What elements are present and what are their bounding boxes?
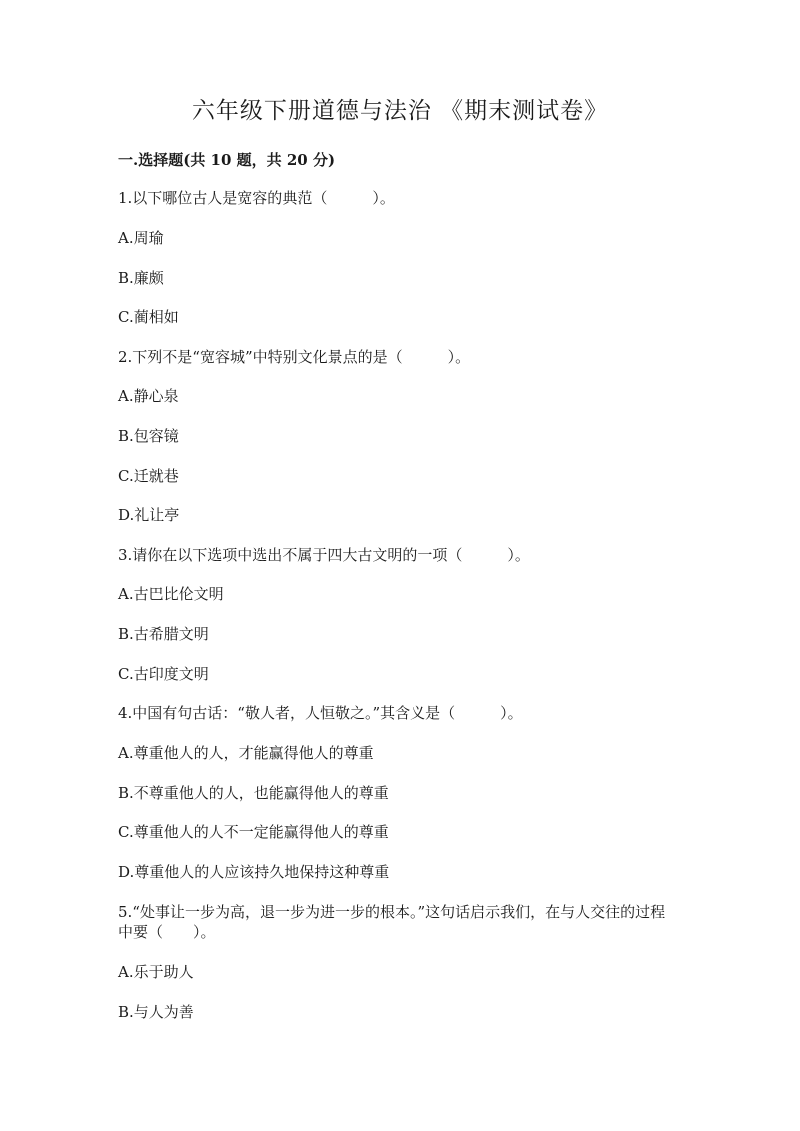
page-title: 六年级下册道德与法治 《期末测试卷》 [191,98,609,124]
question-4-option-d: D.尊重他人的人应该持久地保持这种尊重 [118,863,390,881]
question-1-option-c: C.蔺相如 [118,308,179,326]
question-2-option-d: D.礼让亭 [118,506,180,524]
question-4-stem: 4.中国有句古话：“敬人者，人恒敬之。”其含义是（ ）。 [118,704,523,722]
question-4-option-c: C.尊重他人的人不一定能赢得他人的尊重 [118,823,389,841]
question-3-option-c: C.古印度文明 [118,665,209,683]
question-3-stem: 3.请你在以下选项中选出不属于四大古文明的一项（ ）。 [118,546,530,564]
question-3-option-b: B.古希腊文明 [118,625,209,643]
section-heading: 一.选择题(共 10 题，共 20 分) [118,151,336,169]
question-1-stem: 1.以下哪位古人是宽容的典范（ ）。 [118,189,395,207]
question-2-stem: 2.下列不是“宽容城”中特别文化景点的是（ ）。 [118,348,471,366]
question-2-option-c: C.迁就巷 [118,467,179,485]
question-1-option-b: B.廉颇 [118,269,164,287]
question-4-option-b: B.不尊重他人的人，也能赢得他人的尊重 [118,784,389,802]
question-3-option-a: A.古巴比伦文明 [118,585,224,603]
question-1-option-a: A.周瑜 [118,229,164,247]
question-2-option-b: B.包容镜 [118,427,179,445]
question-4-option-a: A.尊重他人的人，才能赢得他人的尊重 [118,744,374,762]
question-5-option-a: A.乐于助人 [118,963,194,981]
question-5-stem: 5.“处事让一步为高，退一步为进一步的根本。”这句话启示我们，在与人交往的过程中要（ ）。 [118,903,666,941]
question-2-option-a: A.静心泉 [118,387,179,405]
question-5-option-b: B.与人为善 [118,1003,194,1021]
